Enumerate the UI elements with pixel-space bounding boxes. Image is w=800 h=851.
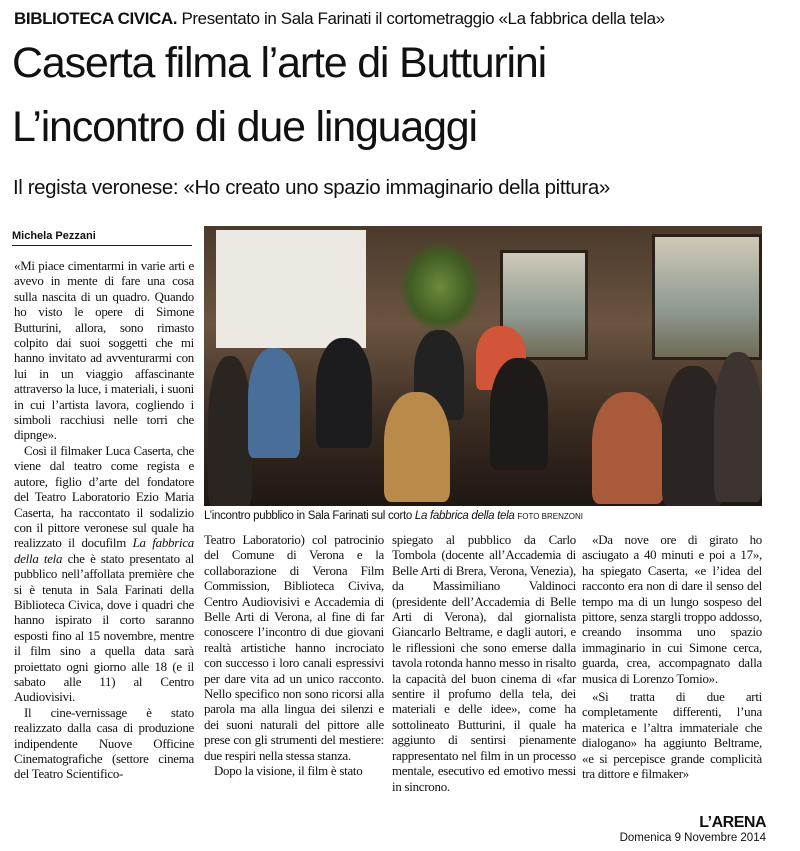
paragraph: «Da nove ore di girato ho asciugato a 40 minuti e poi a 17», ha spiegato Caserta, «e l’idea del racconto era non di dare il senso del tempo ma di un lungo sospeso del pittore, senza stargli troppo addosso, creando insomma uno spazio immaginario in cui Simone cerca, guarda, crea, accompagnato dalla musica di Lorenzo Tomio». — [582, 533, 762, 686]
paragraph — [14, 444, 194, 706]
photo-credit: FOTO BRENZONI — [517, 512, 583, 521]
headline-line-2: L’incontro di due linguaggi — [12, 103, 477, 151]
painting-tower-2 — [652, 234, 762, 360]
article-column-2 — [204, 533, 384, 780]
newspaper-masthead: L’ARENA — [699, 814, 766, 831]
paragraph: «Si tratta di due arti completamente differenti, l’una materica e l’altra immateriale che dialogano» ha aggiunto Beltrame, «e si percepisce grande complicità tra dittore e filmaker» — [582, 690, 762, 782]
paragraph-text: che è stato presentato al pubblico nell’affollata première che si è tenuta in Sala Farinati della Biblioteca Civica, dove i quadri che hanno ispirato il corto saranno esposti fino al 15 novembre, mentre il film sino a quella data sarà proiettato ogni giorno alle 18 (e il sabato alle 11) al Centro Audiovisivi. — [14, 551, 194, 705]
photo-caption — [204, 509, 762, 524]
audience-member — [714, 352, 762, 502]
byline: Michela Pezzani — [12, 230, 192, 246]
issue-date: Domenica 9 Novembre 2014 — [619, 832, 766, 844]
kicker-text: Presentato in Sala Farinati il cortometraggio «La fabbrica della tela» — [181, 9, 665, 28]
headline-line-1: Caserta filma l’arte di Butturini — [12, 39, 546, 87]
paragraph: spiegato al pubblico da Carlo Tombola (docente all’Accademia di Belle Arti di Brera, Verona, Venezia), da Massimiliano Valdinoci (presidente dell’Accademia di Belle Arti di Verona), dal giornalista Giancarlo Beltrame, e dagli autori, e le riflessioni che sono emerse dalla tavola rotonda hanno messo in risalto la capacità del buon cinema di «far sentire il profumo della tela, dei materiali e delle idee», come ha sottolineato Butturini, il quale ha aggiunto di sentirsi pienamente rappresentato nel film in un processo mentale, esecutivo ed emotivo messi in sincrono. — [392, 533, 576, 794]
paragraph: Teatro Laboratorio) col patrocinio del Comune di Verona e la collaborazione di Verona Film Commission, Biblioteca Civiva, Centro Audiovisivi e Accademia di Belle Arti di Verona, al fine di far conoscere l’incontro di due giovani realtà artistiche hanno incrociato con successo i loro canali espressivi per dare vita ad un unico racconto. Nello specifico non sono ricorsi alla parola ma alla lingua dei silenzi e dei suoni naturali del pittore alle prese con gli strumenti del mestiere: due respiri nella stessa stanza. — [204, 533, 384, 763]
article-column-3 — [392, 533, 576, 795]
projection-screen — [216, 230, 366, 348]
article-column-4 — [582, 533, 762, 783]
paragraph: «Mi piace cimentarmi in varie arti e avevo in mente di fare una cosa sulla nascita di un quadro. Quando ho visto le opere di Simone Butturini, allora, sono rimasto colpito dai suoi soggetti che mi hanno invitato ad avventurarmi con lui in un viaggio affascinante attraverso la luce, i materiali, i suoni in cui l’artista lavora, cogliendo i simboli racchiusi nelle torri che dipnge». — [14, 259, 194, 443]
panelist — [248, 348, 300, 458]
caption-film-title: La fabbrica della tela — [414, 510, 515, 522]
audience-member — [490, 358, 548, 470]
paragraph-text: Così il filmaker Luca Caserta, che viene dal teatro come regista e autore, figlio d’arte del fondatore del Teatro Laboratorio Ezio Maria Caserta, ha raccontato il sodalizio con il pittore veronese sul quale ha realizzato il docufilm — [14, 443, 194, 551]
paragraph: Dopo la visione, il film è stato — [214, 764, 363, 779]
audience-member — [592, 392, 664, 504]
panelist — [208, 356, 252, 506]
audience-member — [384, 392, 450, 502]
film-title: La fabbrica della tela — [14, 536, 194, 566]
subheadline: Il regista veronese: «Ho creato uno spazio immaginario della pittura» — [13, 176, 610, 199]
kicker — [14, 8, 794, 30]
section-label: BIBLIOTECA CIVICA. — [14, 9, 178, 28]
paragraph: Il cine-vernissage è stato realizzato dalla casa di produzione indipendente Nuove Officine Cinematografiche (settore cinema del Teatro Scientifico- — [14, 705, 194, 782]
plant — [400, 242, 480, 332]
panelist — [316, 338, 372, 448]
caption-text: L’incontro pubblico in Sala Farinati sul corto — [204, 510, 415, 522]
article-column-1 — [14, 259, 194, 783]
article-photo — [204, 226, 762, 506]
